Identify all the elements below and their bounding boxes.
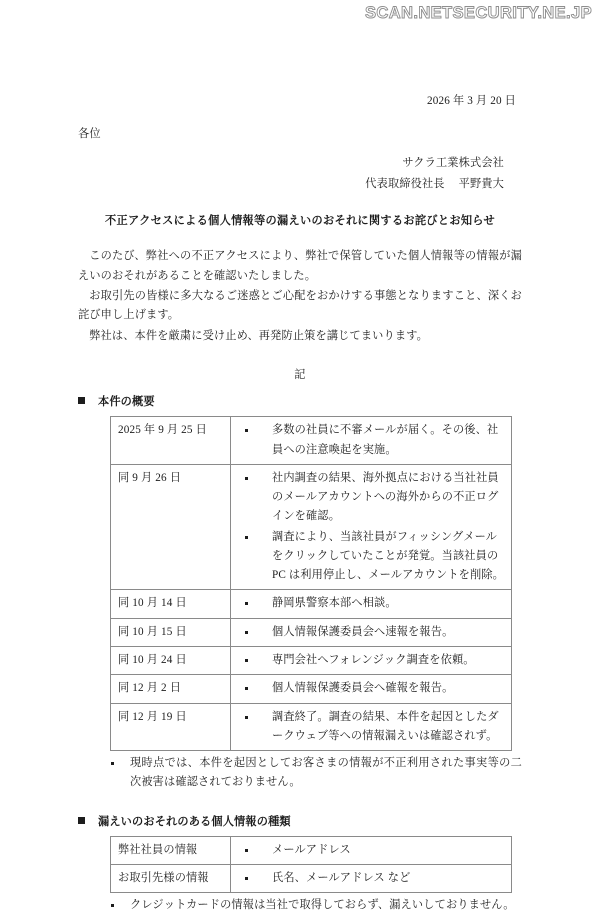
timeline-date-cell: 同 12 月 19 日 [111, 703, 231, 751]
data-types-notes [78, 896, 522, 915]
table-row [111, 590, 512, 618]
ki-marker: 記 [294, 368, 306, 381]
table-row [111, 675, 512, 703]
data-subject-cell: お取引先様の情報 [111, 865, 231, 893]
table-row [111, 618, 512, 646]
section-heading-data-types [78, 813, 522, 832]
incident-timeline-table [110, 416, 512, 751]
list-item: メールアドレス [238, 841, 507, 860]
timeline-date-cell: 同 12 月 2 日 [111, 675, 231, 703]
detail-list [238, 623, 507, 642]
square-bullet-icon [78, 817, 85, 824]
timeline-detail-cell [231, 417, 512, 465]
list-item: 静岡県警察本部へ相談。 [238, 594, 507, 613]
detail-list [238, 708, 507, 747]
table-row [111, 836, 512, 864]
table-row [111, 865, 512, 893]
letter-body [78, 92, 522, 918]
data-type-cell [231, 865, 512, 893]
table-row [111, 464, 512, 590]
timeline-date-cell: 同 10 月 14 日 [111, 590, 231, 618]
list-item: 専門会社へフォレンジック調査を依頼。 [238, 651, 507, 670]
issue-date: 2026 年 3 月 20 日 [427, 95, 516, 107]
data-type-cell [231, 836, 512, 864]
section-spacer [78, 795, 522, 813]
representative-role: 代表取締役社長 [365, 178, 445, 191]
body-paragraph-2: お取引先の皆様に多大なるご迷惑とご心配をおかけする事態となりますこと、深くお詫び申し上げます。 [78, 290, 522, 322]
timeline-date-cell: 2025 年 9 月 25 日 [111, 417, 231, 465]
timeline-detail-cell [231, 618, 512, 646]
list-item: 社内調査の結果、海外拠点における当社社員のメールアカウントへの海外からの不正ログインを確認。 [238, 469, 507, 527]
list-item: 氏名、メールアドレス など [238, 869, 507, 888]
note-item: 現時点では、本件を起因としてお客さまの情報が不正利用された事実等の二次被害は確認されておりません。 [78, 754, 522, 793]
timeline-detail-cell [231, 675, 512, 703]
body-paragraph-1: このたび、弊社への不正アクセスにより、弊社で保管していた個人情報等の情報が漏えいのおそれがあることを確認いたしました。 [78, 250, 522, 282]
section-heading-label: 本件の概要 [98, 396, 155, 409]
page-title: 不正アクセスによる個人情報等の漏えいのおそれに関するお詫びとお知らせ [105, 215, 495, 228]
timeline-date-cell: 同 10 月 15 日 [111, 618, 231, 646]
list-item: 調査により、当該社員がフィッシングメールをクリックしていたことが発覚。当該社員の PC は利用停止し、メールアカウントを削除。 [238, 528, 507, 586]
detail-list [238, 841, 507, 860]
signature-block [78, 153, 522, 197]
company-name: サクラ工業株式会社 [402, 156, 504, 169]
timeline-detail-cell [231, 464, 512, 590]
timeline-detail-cell [231, 590, 512, 618]
timeline-detail-cell [231, 647, 512, 675]
list-item: 多数の社員に不審メールが届く。その後、社員への注意喚起を実施。 [238, 421, 507, 460]
list-item: 調査終了。調査の結果、本件を起因としたダークウェブ等への情報漏えいは確認されず。 [238, 708, 507, 747]
addressee: 各位 [78, 128, 101, 141]
timeline-date-cell: 同 10 月 24 日 [111, 647, 231, 675]
detail-list [238, 869, 507, 888]
note-item: クレジットカードの情報は当社で取得しておらず、漏えいしておりません。 [78, 896, 522, 915]
representative-name: 平野貴大 [458, 178, 504, 191]
table-row [111, 703, 512, 751]
timeline-detail-cell [231, 703, 512, 751]
body-paragraph-3: 弊社は、本件を厳粛に受け止め、再発防止策を講じてまいります。 [89, 329, 428, 342]
section-heading-label: 漏えいのおそれのある個人情報の種類 [98, 815, 291, 828]
detail-list [238, 469, 507, 586]
data-subject-cell: 弊社社員の情報 [111, 836, 231, 864]
representative-line [78, 174, 504, 196]
leaked-data-types-table [110, 836, 512, 894]
source-watermark: SCAN.NETSECURITY.NE.JP [364, 4, 592, 22]
detail-list [238, 594, 507, 613]
detail-list [238, 421, 507, 460]
table-row [111, 647, 512, 675]
list-item: 個人情報保護委員会へ速報を報告。 [238, 623, 507, 642]
section-heading-overview [78, 393, 522, 412]
list-item: 個人情報保護委員会へ確報を報告。 [238, 679, 507, 698]
timeline-date-cell: 同 9 月 26 日 [111, 464, 231, 590]
overview-notes [78, 754, 522, 793]
detail-list [238, 651, 507, 670]
square-bullet-icon [78, 397, 85, 404]
detail-list [238, 679, 507, 698]
table-row [111, 417, 512, 465]
